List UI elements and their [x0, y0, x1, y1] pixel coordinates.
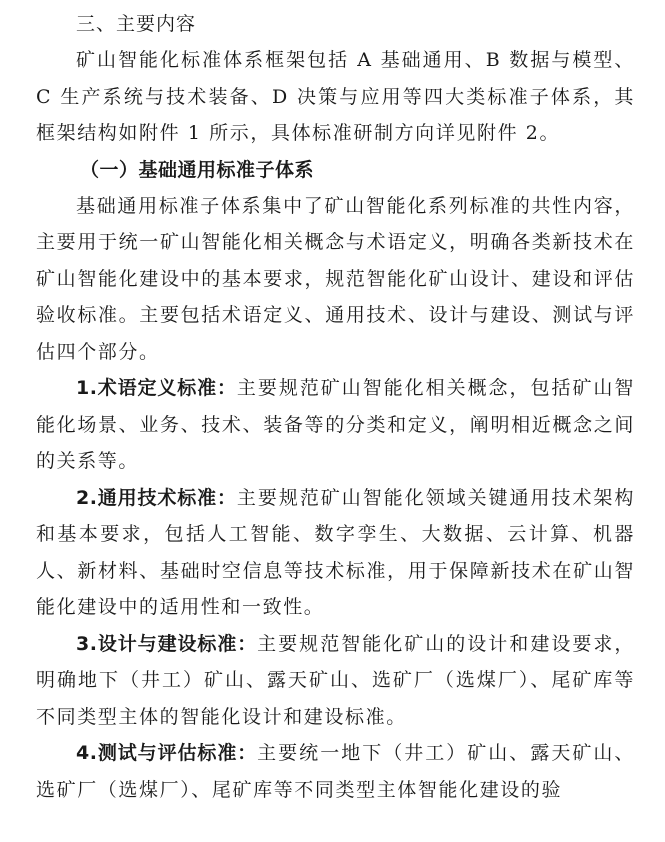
- item-paragraph-general-tech: [36, 480, 635, 626]
- section-intro-paragraph: 矿山智能化标准体系框架包括 A 基础通用、B 数据与模型、C 生产系统与技术装备、D 决策与应用等四大类标准子体系，其框架结构如附件 1 所示，具体标准研制方向详见附件 2。: [36, 49, 635, 144]
- item-lead: 3.设计与建设标准：: [76, 632, 258, 655]
- item-text: 主要规范矿山智能化领域关键通用技术架构和基本要求，包括人工智能、数字孪生、大数据、云计算、机器人、新材料、基础时空信息等技术标准，用于保障新技术在矿山智能化建设中的适用性和一致性。: [36, 486, 635, 618]
- item-lead: 4.测试与评估标准：: [76, 742, 258, 764]
- item-paragraph-design-construction: [36, 626, 635, 736]
- item-paragraph-terminology: [36, 370, 635, 480]
- item-text: 主要统一地下（井工）矿山、露天矿山、选矿厂（选煤厂）、尾矿库等不同类型主体智能化建设的验: [36, 742, 635, 801]
- item-paragraph-testing-evaluation: [36, 735, 635, 808]
- item-lead: 2.通用技术标准：: [76, 486, 237, 509]
- subsection-intro-paragraph: 基础通用标准子体系集中了矿山智能化系列标准的共性内容，主要用于统一矿山智能化相关概念与术语定义，明确各类新技术在矿山智能化建设中的基本要求，规范智能化矿山设计、建设和评估验收标准。主要包括术语定义、通用技术、设计与建设、测试与评估四个部分。: [36, 194, 635, 363]
- subsection-heading: （一）基础通用标准子体系: [80, 158, 315, 181]
- item-lead: 1.术语定义标准：: [76, 377, 237, 399]
- item-text: 主要规范智能化矿山的设计和建设要求，明确地下（井工）矿山、露天矿山、选矿厂（选煤厂）、尾矿库等不同类型主体的智能化设计和建设标准。: [36, 632, 635, 728]
- section-heading: 三、主要内容: [76, 13, 197, 35]
- item-text: 主要规范矿山智能化相关概念，包括矿山智能化场景、业务、技术、装备等的分类和定义，阐明相近概念之间的关系等。: [36, 377, 635, 472]
